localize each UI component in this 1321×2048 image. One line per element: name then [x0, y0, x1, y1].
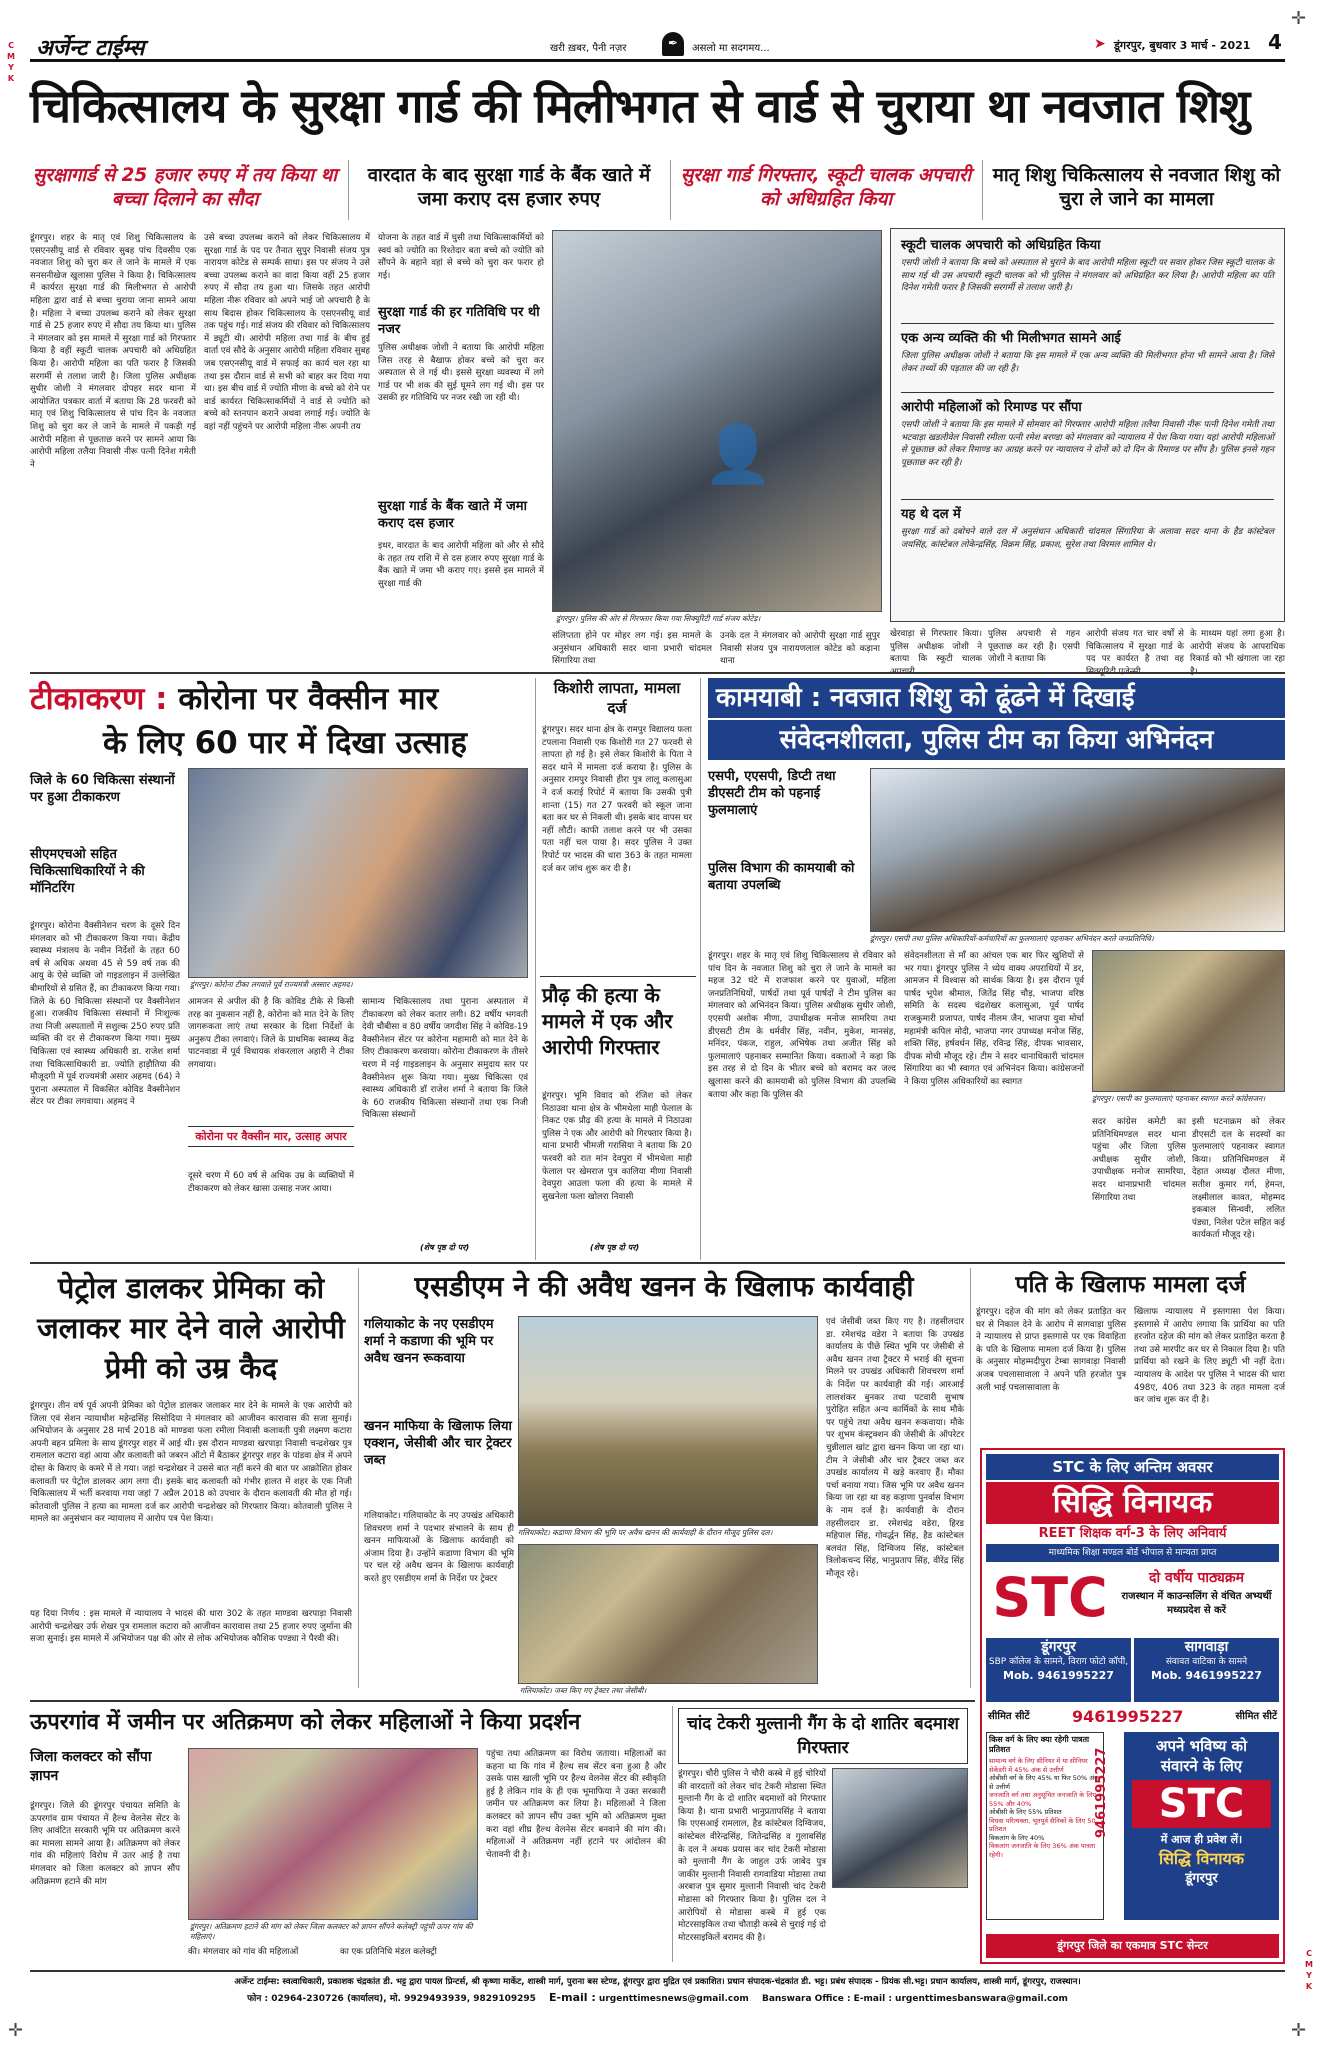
footer-email-label: E-mail :	[549, 1991, 596, 2004]
sdm-headline: एसडीएम ने की अवैध खनन के खिलाफ कार्यवाही	[414, 1270, 914, 1303]
ad-brand-2-city: डूंगरपुर	[1185, 1871, 1218, 1886]
sdm-side-heading-1: गलियाकोट के नए एसडीएम शर्मा ने कडाणा की भूमि पर अवैध खनन रूकवाया	[364, 1317, 494, 1366]
vaccine-headline-line2: के लिए 60 पार में दिखा उत्साह	[103, 725, 467, 761]
registration-mark-icon: ✛	[1291, 8, 1307, 29]
ad-branch-sagwara	[1134, 1638, 1279, 1702]
petrol-headline: पेट्रोल डालकर प्रेमिका को जलाकर मार देने वाले आरोपी प्रेमी को उम्र कैद	[37, 1271, 345, 1385]
lead-column-3-top: योजना के तहत वार्ड में घुसी तथा चिकित्साकर्मियों को स्वयं को ज्योति का रिश्तेदार बता बच्चे को ज्योति को सौंपने के बहाने वहां से बच्चे को चुरा कर फरार हो गई।	[378, 233, 544, 281]
ad-criteria-item: जनजाति वर्ग तथा अनुसूचित जनजाति के लिए 55% और 40%	[989, 1791, 1097, 1808]
footer-phone: फोन : 02964-230726 (कार्यालय), मो. 9929493939, 9829109295	[247, 1994, 536, 2004]
ad-criteria-item: सामान्य वर्ग के लिए सीनियर में या सीनियर सेकेंडरी में 45% अंक से उत्तीर्ण	[989, 1757, 1088, 1774]
sdm-photo-caption-2: गलियाकोट। जब्त किए गए ट्रेक्टर तथा जेसीबी।	[520, 1686, 647, 1695]
newborn-column-3: इसी घटनाक्रम को लेकर डीएसटी दल के सदस्यों का फुलमालाएं पहनाकर स्वागत किया। प्रतिनिधिमण्डल में देहात अध्यक्ष दौलत मीणा, सतीश कुमार गर्ग, हेमन्त, लक्ष्मीलाल कावत, मोहम्मद इकबाल सिन्धवी, ललित पंड्या, निलेश पटेल सहित कई कार्यकर्ता मौजूद रहे।	[1192, 1117, 1285, 1241]
ad-branch2-title: सागवाड़ा	[1184, 1639, 1229, 1655]
sdm-photo-caption-1: गलियाकोट। कडाणा विभाग की भूमि पर अवैध खनन की कार्यवाही के दौरान मौजूद पुलिस दल।	[518, 1528, 773, 1537]
box-heading-3: आरोपी महिलाओं को रिमाण्ड पर सौंपा	[901, 400, 1082, 415]
lead-box-below-2: पुलिस अपचारी से गहन पूछताछ कर रही है। एसपी जोशी ने बताया कि	[988, 629, 1080, 665]
tagline-left: खरी ख़बर, पैनी नज़र	[550, 43, 627, 54]
box-heading-2: एक अन्य व्यक्ति की भी मिलीभगत सामने आई	[901, 331, 1121, 346]
ad-footer: डूंगरपुर जिले का एकमात्र STC सेन्टर	[986, 1934, 1279, 1958]
uprgaon-column-3: पहुंचा तथा अतिक्रमण का विरोध जताया। महिलाओं का कहना था कि गांव में हैल्थ सब सेंटर बना हुआ है और उसके पास खाली भूमि पर हैल्थ वेलनेस सेंटर की स्वीकृति हुई है लेकिन गांव के ही एक भूमाफिया ने उक्त सरकारी जमीन पर अतिक्रमण कर लिया है। महिलाओं ने जिला कलक्टर को ज्ञापन सौंप उक्त भूमि को अतिक्रमण मुक्त करा वहां शीघ्र हैल्थ वेलनेस सेंटर बनवाने की मांग की। महिलाओं ने अतिक्रमण नहीं हटाने पर आंदोलन की चेतावनी दी है।	[486, 1749, 666, 1860]
stc-advertisement	[980, 1448, 1285, 1964]
lead-column-3-heading-1: सुरक्षा गार्ड की हर गतिविधि पर थी नजर	[378, 305, 540, 337]
box-paragraph-4: सुरक्षा गार्ड को दबोचने वाले दल में अनुसंधान अधिकारी चांदमल सिंगारिया के अलावा सदर थाना के हैड कांस्टेबल जयसिंह, कांस्टेबल लोकेन्द्रसिंह, विक्रम सिंह, प्रकाश, सुरेश तथा विरमल शामिल थे।	[901, 527, 1274, 550]
column-divider	[970, 1268, 971, 1688]
sdm-side-heading-2: खनन माफिया के खिलाफ लिया एक्शन, जेसीबी और चार ट्रेक्टर जब्त	[364, 1419, 512, 1468]
ad-criteria-item: विधवा परित्यक्ता, भूतपूर्व सैनिकों के लिए 50 प्रतिशत	[989, 1816, 1096, 1833]
column-divider	[982, 160, 983, 220]
ad-brand: सिद्धि विनायक	[986, 1482, 1279, 1524]
ad-criteria-item: विकलांग के लिए 40%	[989, 1833, 1045, 1842]
uprgaon-column-1: डूंगरपुर। जिले की डूंगरपुर पंचायत समिति के ऊपरगांव ग्राम पंचायत में हैल्थ वेलनेस सेंटर के लिए आवंटित सरकारी भूमि पर अतिक्रमण करने का मामला सामने आया है। अतिक्रमण को लेकर गांव की महिलाएं विरोध में उतर आई है तथा मंगलवार को जिला कलक्टर को ज्ञापन सौंप अतिक्रमण हटाने की मांग	[30, 1801, 180, 1887]
ad-side-phone: 9461995227	[1094, 1747, 1109, 1838]
lead-box-below-4: के माध्यम यहां लगा हुआ है। आरोपी संजय के आपराधिक रिकार्ड को भी खंगाला जा रहा	[1190, 629, 1285, 665]
cmyk-mark-left: C M Y K	[7, 41, 15, 83]
box-paragraph-3: एसपी जोशी ने बताया कि इस मामले में सोमवार को गिरफ्तार आरोपी महिला तलैया निवासी नीरू पत्नी दिनेश गमेती तथा भटवाड़ा खडलीवेल निवासी रमीला पत्नी रमेश बरण्डा को मंगलवार को न्यायालय में पेश किया गया। यहां आरोपी महिलाओं से पूछताछ को लेकर रिमाण्ड का आग्रह करने पर न्यायालय ने दोनों को दो दिन के रिमाण्ड पर सौंप है। पुलिस इनसे गहन पूछताछ कर रही है।	[901, 420, 1274, 468]
ad-board-line: माध्यमिक शिक्षा मण्डल बोर्ड भोपाल से मान्यता प्राप्त	[986, 1544, 1279, 1562]
newborn-side-heading-2: पुलिस विभाग की कामयाबी को बताया उपलब्धि	[708, 861, 855, 893]
sdm-body-left: गलियाकोट। गलियाकोट के नए उपखंड अधिकारी शिवचरण शर्मा ने पदभार संभालने के साथ ही खनन माफियाओं के खिलाफ कार्यवाही को अंजाम दिया है। उन्होंने कडाणा विभाग की भूमि पर चल रहे अवैध खनन के खिलाफ कार्यवाही करते हुए एसडीएम शर्मा के निर्देश पर ट्रेक्टर	[364, 1511, 514, 1584]
ad-future-box	[1124, 1732, 1279, 1920]
ad-branch1-address: SBP कॉलेज के सामने, विराग फोटो कॉपी,	[988, 1657, 1129, 1667]
tagline-right: असलो मा सदगमय...	[692, 43, 770, 54]
ad-limited-number: 9461995227	[1072, 1707, 1184, 1726]
lead-sidebar-box	[890, 228, 1285, 622]
pati-column-1: डूंगरपुर। दहेज की मांग को लेकर प्रताड़ित कर घर से निकाल देने के आरोप में सागवाड़ा पुलिस ने न्यायालय से प्राप्त इस्तगासे पर एक विवाहिता के पति के खिलाफ मामला दर्ज किया है। पुलिस के अनुसार मोहम्मदीपुरा टेम्बा सागवाड़ा निवासी अजब पचलासावाला ने अपने पति हरजोत पुत्र अली भाई पचलासावाला के	[976, 1307, 1126, 1393]
chand-photo-accused	[832, 1768, 968, 1888]
ink-pen-icon: ✒	[662, 32, 684, 56]
uprgaon-column-2b: का एक प्रतिनिधि मंडल कलेक्ट्री	[340, 1947, 437, 1957]
vaccine-side-heading-1: जिले के 60 चिकित्सा संस्थानों पर हुआ टीकाकरण	[30, 773, 175, 805]
ad-stc-big: STC	[992, 1566, 1108, 1629]
box-heading-4: यह थे दल में	[901, 507, 961, 522]
column-divider	[670, 160, 671, 220]
pati-headline: पति के खिलाफ मामला दर्ज	[1015, 1272, 1246, 1298]
petrol-verdict: यह दिया निर्णय : इस मामले में न्यायालय ने भादसं की धारा 302 के तहत माण्डवा खरपाड़ा निवासी आरोपी चन्द्रशेखर उर्फ शेखर पुत्र रामलाल कटारा को आजीवन कारावास तथा 25 हजार रुपए जुर्माना की सजा सुनाई। इस मामले में अभियोजन पक्ष की ओर से लोक अभियोजक कौशिक पण्ड्या ने पैरवी की।	[30, 1609, 352, 1645]
ad-criteria-item: ओबीसी के लिए 55% प्रतिशत	[989, 1808, 1062, 1816]
person-icon: 👤	[703, 422, 773, 487]
newborn-headline-rest: नवजात शिशु को ढूंढने में दिखाई	[830, 683, 1135, 713]
pati-column-2: खिलाफ न्यायालय में इस्तगासा पेश किया। इस्तगासे में आरोप लगाया कि प्रार्थिया का पति हरजोत दहेज की मांग को लेकर प्रताड़ित करता है तथा उसे मारपीट कर घर से निकाल दिया है। पति प्रार्थिया को रखने के लिए ड्यूटी भी नहीं देता। न्यायालय के आदेश पर पुलिस ने भादस की धारा 498ए, 406 तथा 323 के तहत मामला दर्ज कर जांच शुरू कर दी है।	[1134, 1307, 1285, 1406]
column-divider	[348, 160, 349, 220]
uprgaon-headline: ऊपरगांव में जमीन पर अतिक्रमण को लेकर महिलाओं ने किया प्रदर्शन	[30, 1710, 581, 1735]
newborn-column-3-left: सदर कांग्रेस कमेटी का प्रतिनिधिमण्डल सदर थाना पहुंचा और जिला पुलिस अधीक्षक सुधीर जोशी, उपाधीक्षक मनोज सामरिया, सदर थानाप्रभारी चांदमल सिंगारिया तथा	[1092, 1117, 1186, 1203]
chand-headline: चांद टेकरी मुल्तानी गैंग के दो शातिर बदमाश गिरफ्तार	[678, 1708, 968, 1764]
praudh-headline: प्रौढ़ की हत्या के मामले में एक और आरोपी गिरफ्तार	[542, 983, 673, 1059]
ad-branch-dungarpur	[986, 1638, 1131, 1702]
ad-future-line2: संवारने के लिए	[1160, 1757, 1243, 1775]
praudh-body: डूंगरपुर। भूमि विवाद को रंजिश को लेकर निठाउवा थाना क्षेत्र के भीमथेला माही फेलाल के निकट एक प्रौढ़ की हत्या के मामले में निठाउवा पुलिस ने एक और आरोपी को गिरफ्तार किया है। थाना प्रभारी भीमजी गरासिया ने बताया कि 20 फरवरी को रात मांन देवपुरा में भीमथेला माही फेलाल पर खेमराज पुत्र कालिया मीणा निवासी देवपुरा आउला फला की हत्या के मामले में सुखनेला फला खोलरा निवासी	[542, 1091, 692, 1202]
lead-subhead-1: सुरक्षागार्ड से 25 हजार रुपए में तय किया था बच्चा दिलाने का सौदा	[32, 165, 338, 210]
footer-email[interactable]: urgenttimesnews@gmail.com	[598, 1994, 749, 2004]
footer-rule	[30, 1970, 1285, 1972]
newborn-photo-felicitation	[870, 768, 1285, 932]
uprgaon-photo-protest	[188, 1748, 478, 1920]
page-number: 4	[1268, 30, 1282, 54]
lead-subhead-3: सुरक्षा गार्ड गिरफ्तार, स्कूटी चालक अपचारी को अधिग्रहित किया	[680, 165, 972, 210]
ad-brand-2: सिद्धि विनायक	[1158, 1849, 1245, 1868]
petrol-body: डूंगरपुर। तीन वर्ष पूर्व अपनी प्रेमिका को पेट्रोल डालकर जलाकर मार देने के मामले के एक आरोपी को जिला एवं सेशन न्यायाधीश महेन्द्रसिंह सिसोदिया ने मंगलवार को आजीवन कारावास की सजा सुनाई। अभियोजन के अनुसार 28 मार्च 2018 को माण्डवा फला रमीला निवासी कलावती पुत्री लक्ष्मण कटारा अपनी बहन प्रमिला के साथ डूंगरपुर शहर में आई थी। इस दौरान माण्डवा खरपाड़ा निवासी चन्द्रशेखर पुत्र रामलाल कटारा वहां आया और कलावती को जबरन ऑटो में बैठाकर डूंगरपुर शहर के पांडवा क्षेत्र में अपने दोस्त के किराए के कमरे में ले गया। जहां चन्द्रशेखर ने उससे बात नहीं करने की बात पर आक्रोशित होकर कलावती पर पेट्रोल डालकर आग लगा दी। इसके बाद कलावती को गंभीर हालत में शहर के एक निजी चिकित्सालय में भर्ती करवाया गया जहां 7 अप्रैल 2018 को उपचार के दौरान कलावती की मौत हो गई। कोतवाली पुलिस ने हत्या का मामला दर्ज कर आरोपी चन्द्रशेखर को गिरफ्तार किया। कोतवाली पुलिस ने मामले का अनुसंधान कर न्यायालय में आरोप पत्र पेश किया।	[30, 1401, 352, 1525]
vaccine-kicker: टीकाकरण :	[30, 681, 168, 717]
ad-branch1-title: डूंगरपुर	[1041, 1639, 1076, 1655]
newborn-column-1: डूंगरपुर। शहर के मातृ एवं शिशु चिकित्सालय से रविवार को पांच दिन के नवजात शिशु को चुरा ले जाने के मामले का महज 32 घंटे में राजफाश करने पर युवाओं, महिला जनप्रतिनिधियों, पार्षदों तथा पूर्व पार्षदों ने टीम पुलिस का मंगलवार को अभिनंदन किया। पुलिस अधीक्षक सुधीर जोशी, एएसपी अशोक मीणा, उपाधीक्षक मनोज सामरिया तथा डीएसटी टीम के धर्मवीर सिंह, नवीन, मुकेश, मानसंह, मनिंदर, पंकज, राहुल, अभिषेक तथा अजीत सिंह को फुलमालाएं पहनाकर सम्मानित किया। वक्ताओं ने कहा कि इस तरह से दो दिन के भीतर बच्चे को बरामद कर जल्द खुलासा करने की कामयाबी को पुलिस विभाग की उपलब्धि बताया और कहा कि पुलिस की	[708, 951, 896, 1100]
lead-box-below-1: खेरवाड़ा से गिरफ्तार किया। पुलिस अधीक्षक जोशी ने बताया कि स्कूटी चालक	[890, 629, 982, 665]
vaccine-column-3: सामान्य चिकित्सालय तथा पुराना अस्पताल में टीकाकरण को लेकर कतार लगी। 82 वर्षीय भगवती देवी चौबीसा व 80 वर्षीय जगदीश सिंह ने कोविड-19 वैक्सीनेशन सेंटर पर कोरोना महामारी को मात देने के लिए टीकाकरण करवाया। कोरोना टीकाकरण के तीसरे चरण में नई गाइडलाइन के अनुसार समुदाय स्तर पर वैक्सीनेशन शुरू किया गया। मुख्य चिकित्सा एवं स्वास्थ्य अधिकारी डॉ राजेश शर्मा ने बताया कि जिले के 60 राजकीय चिकित्सा संस्थानों तथा एक निजी चिकित्सा संस्थानों	[362, 997, 528, 1121]
vaccine-headline-rest: कोरोना पर वैक्सीन मार	[178, 681, 439, 717]
newborn-photo-caption-1: डूंगरपुर। एसपी तथा पुलिस अधिकारियों-कर्मचारियों का फुलमालाएं पहनाकर अभिनंदन करते जनप्रतिनिधि।	[870, 934, 1154, 943]
vaccine-photo-caption: डूंगरपुर। कोरोना टीका लगवाते पूर्व राज्यमंत्री अस्सार अहमद।	[190, 980, 353, 989]
footer-imprint: अर्जेन्ट टाईम्स: स्वत्वाधिकारी, प्रकाशक चंद्रकांत डी. भट्ट द्वारा पायल प्रिन्टर्स, श्री कृष्णा मार्केट, शास्त्री मार्ग, पुराना बस स्टेण्ड, डूंगरपुर द्वारा मुद्रित एवं प्रकाशित। प्रधान संपादक-चंद्रकांत डी. भट्ट। प्रबंध संपादक - प्रियंक सी.भट्ट। प्रधान कार्यालय, शास्त्री मार्ग, डूंगरपुर, राजस्थान।	[234, 1977, 1081, 1987]
ad-criteria-box	[986, 1732, 1104, 1920]
date-arrow-icon: ➤	[1094, 36, 1106, 52]
cmyk-mark-right: C M Y K	[1305, 1949, 1313, 1991]
chand-body: डूंगरपुर। चौरी पुलिस ने चौरी कस्बे में हुई चोरियों की वारदातों को लेकर चांद टेकरी मोडासा स्थित मुल्तानी गैंग के दो शातिर बदमाशों को गिरफ्तार किया है। थाना प्रभारी भानुप्रतापसिंह ने बताया कि एएसआई रामलाल, हैड कांस्टेबल दिग्विजय, कांस्टेबल वीरेन्द्रसिंह, जितेन्द्रसिंह व गुलाबसिंह के दल ने अथक प्रयास कर चांद टेकरी मोडासा को मुल्तानी गैंग के जाहुल उर्फ जाबेद पुत्र जाकीर मुल्तानी निवासी रागवाडिया मोडासा तथा अरबाज पुत्र सुमार मुल्तानी निवासी चांद टेकरी मोडासा को गिरफ्तार किया है। पुलिस दल ने आरोपियों से मोडासा कस्बे में हुई एक मोटरसाइकिल तथा चौताड़ी कस्बे से चुराई गई दो मोटरसाइकिलें बरामद की है।	[678, 1769, 826, 1943]
column-divider	[535, 678, 536, 1260]
ad-limited-seats-row	[986, 1706, 1279, 1728]
lead-subhead-2: वारदात के बाद सुरक्षा गार्ड के बैंक खाते में जमा कराए दस हजार रुपए	[367, 165, 651, 210]
lead-subhead-4: मातृ शिशु चिकित्सालय से नवजात शिशु को चुरा ले जाने का मामला	[992, 165, 1281, 210]
lead-column-3-bottom: इधर, वारदात के बाद आरोपी महिला को और से सौदे के तहत तय राशि में से दस हजार रुपए सुरक्षा गार्ड के बैंक खाते में जमा भी कराए गए। इससे इस मामले में सुरक्षा गार्ड की	[378, 541, 544, 589]
vaccine-headline-line1	[30, 678, 530, 720]
vaccine-column-2: आमजन से अपील की है कि कोविड टीके से किसी तरह का नुकसान नहीं है, कोरोना को मात देने के लिए जागरूकता लाएं तथा सरकार के दिशा निर्देशों के अनुरूप टीका लगवाएं। जिले के प्राथमिक स्वास्थ्य केंद्र पाटनवाडा में पूर्व विधायक शंकरलाल अहारी ने टीका लगवाया।	[188, 997, 354, 1070]
vaccine-side-heading-2: सीएमएचओ सहित चिकित्साधिकारियों ने की मॉनिटरिंग	[30, 847, 145, 896]
ad-branch2-address: संवावत वाटिका के सामने	[1165, 1657, 1248, 1667]
lead-column-2: उसे बच्चा उपलब्ध कराने को लेकर चिकित्सालय में सुरक्षा गार्ड के पद पर तैनात सुपुर निवासी संजय पुत्र नारायण कोटेड से सम्पर्क साधा। इस पर संजय ने उसे बच्चा उपलब्ध कराने का वादा किया वहीं 25 हजार रुपए में सौदा तय हुआ था। जिसके तहत आरोपी महिला नीरू रविवार को अपने भाई जो अपचारी है के साथ बिदास होकर चिकित्सालय के एसएनसीयू वार्ड तक पहुंच गई। गार्ड संजय की रविवार को चिकित्सालय में ड्यूटी थी। आरोपी महिला तथा गार्ड के बीच हुई वार्ता एवं सौदे के अनुसार आरोपी महिला रविवार सुबह जब एसएनसीयू वार्ड में सफाई का कार्य चल रहा था तथा इस दौरान वार्ड से सभी को बाहर कर दिया गया था। इस बीच वार्ड में ज्योति मीणा के बच्चे को रोने पर वार्ड कार्यरत चिकित्साकर्मियों ने वार्ड से ज्योति को बच्चे को स्तनपान कराने अथवा लगाई गई। ज्योति के वहां नहीं पहुंचने पर आरोपी महिला नीरू अपनी तय	[204, 233, 370, 432]
newborn-headline-line2: संवेदनशीलता, पुलिस टीम का किया अभिनंदन	[708, 720, 1285, 760]
column-divider	[672, 1706, 673, 1962]
sdm-photo-vehicles	[518, 1544, 818, 1684]
ad-criteria-title: किस वर्ग के लिए क्या रहेगी पात्रता प्रतिशत	[989, 1735, 1090, 1754]
lead-headline: चिकित्सालय के सुरक्षा गार्ड की मिलीभगत से वार्ड से चुराया था नवजात शिशु	[30, 79, 1250, 133]
newborn-photo-caption-2: डूंगरपुर। एसपी का फुलमालाएं पहनाकर स्वागत करते कांग्रेसजन।	[1092, 1094, 1266, 1103]
ad-branch1-mobile: Mob. 9461995227	[1003, 1669, 1114, 1682]
uprgaon-photo-caption: डूंगरपुर। अतिक्रमण हटाने की मांग को लेकर जिला कलक्टर को ज्ञापन सौंपने कलेक्ट्री पहुंची ऊपर गांव की महिलाएं।	[190, 1922, 473, 1941]
lead-column-3-mid: पुलिस अधीक्षक जोशी ने बताया कि आरोपी महिला जिस तरह से बैखाफ होकर बच्चे को चुरा कर अस्पताल से ले गई थी। इससे सुरक्षा व्यवस्था में लगे गार्ड पर भी शक की सुई घूमने लग गई थी। इस पर उसकी हर गतिविधि पर नजर रखी जा रही थी।	[378, 343, 544, 404]
lead-photo-caption: डूंगरपुर। पुलिस की ओर से गिरफ्तार किया गया सिक्यूरिटी गार्ड संजय कोटेड़।	[556, 614, 761, 623]
vaccine-continued: (शेष पृष्ठ दो पर)	[420, 1243, 470, 1252]
lead-under-photo-2: उनके दल ने मंगलवार को आरोपी सुरक्षा गार्ड सुपुर निवासी संजय पुत्र नारायणलाल कोटेड को कड़ाना थाना	[720, 631, 880, 667]
paper-name: अर्जेन्ट टाईम्स	[36, 36, 145, 61]
sdm-photo-site	[518, 1316, 818, 1526]
praudh-continued: (शेष पृष्ठ दो पर)	[590, 1243, 640, 1252]
kishori-headline: किशोरी लापता, मामला दर्ज	[553, 679, 681, 717]
ad-reet-line: REET शिक्षक वर्ग-3 के लिए अनिवार्य	[1038, 1526, 1227, 1541]
ad-criteria-item: विकलांग जनजाति के लिए 36% अंक पात्रता रहेगी।	[989, 1842, 1096, 1859]
footer-banswara: Banswara Office : E-mail : urgenttimesbanswara@gmail.com	[761, 1994, 1068, 2004]
section-rule	[540, 976, 696, 977]
newborn-column-2: संवेदनशीलता से माँ का आंचल एक बार फिर खुशियों से भर गया। डूंगरपुर पुलिस ने ध्येय वाक्य अपराधियों में डर, आमजन में विश्वास को सार्थक किया है। इस दौरान पूर्व पार्षद भूपेश श्रीमाल, जितेंद्र सिंह चौड़, भाजपा वरिष्ठ समिति के सदस्य चंद्रशेखर कलासुआ, पूर्व पार्षद राजकुमारी प्रजापत, पार्षद नीलम जैन, भाजपा युवा मोर्चा महामंत्री कपिल मोदी, भाजपा नगर उपाध्यक्ष मनोज सिंह, शक्ति सिंह, हर्षवर्धन सिंह, रविन्द्र सिंह, दीपक भावसार, दीपक मोची मौजूद रहे। टीम ने सदर थानाधिकारी चांदमल सिंगारिया का भी स्वागत एवं अभिनंदन किया। कांग्रेसजनों ने किया पुलिस अधिकारियों का स्वागत	[904, 951, 1084, 1087]
box-paragraph-2: जिला पुलिस अधीक्षक जोशी ने बताया कि इस मामले में एक अन्य व्यक्ति की मिलीभगत होना भी सामने आया है। जिसे लेकर तथ्यों की पड़ताल की जा रही है।	[901, 351, 1274, 374]
lead-box-below-3: आरोपी संजय गत चार वर्षों से चिकित्सालय में सुरक्षा गार्ड के पद पर कार्यरत है तथा वह	[1086, 629, 1184, 665]
vaccine-column-2b: दूसरे चरण में 60 वर्ष से अधिक उम्र के व्यक्तियों में टीकाकरण को लेकर खासा उत्साह नजर आया।	[188, 1171, 354, 1194]
box-heading-1: स्कूटी चालक अपचारी को अधिग्रहित किया	[901, 238, 1101, 253]
newborn-kicker: कामयाबी :	[716, 683, 822, 713]
lead-under-photo-1: संलिप्तता होने पर मोहर लग गई। इस मामले के अनुसंधान अधिकारी सदर थाना प्रभारी चांदमल सिंगारिया तथा	[552, 631, 712, 667]
ad-two-year: दो वर्षीय पाठ्यक्रम	[1149, 1570, 1244, 1586]
ad-top-banner: STC के लिए अन्तिम अवसर	[986, 1454, 1279, 1480]
newborn-photo-congress	[1092, 950, 1285, 1092]
vaccine-column-1: डूंगरपुर। कोरोना वैक्सीनेशन चरण के दूसरे दिन मंगलवार को भी टीकाकरण किया गया। केंद्रीय स्वास्थ्य मंत्रालय के नवीन निर्देशों के तहत 60 वर्ष से अधिक अथवा 45 से 59 वर्ष तक की आयु के ऐसे व्यक्ति जो गाइडलाइन में उल्लेखित बीमारियों से ग्रसित हैं, का टीकाकरण किया गया। जिले के 60 चिकित्सा संस्थानों पर वैक्सीनेशन हुआ। राजकीय चिकित्सा संस्थानों में निःशुल्क तथा निजी अस्पतालों में सशुल्क 250 रुपए प्रति व्यक्ति की दर से टीकाकरण किया गया। मुख्य चिकित्सा एवं स्वास्थ्य अधिकारी डा. राजेश शर्मा तथा चिकित्साधिकारी डा. ज्योति हाड़ौतिया की मौजूदगी में पूर्व राज्यमंत्री असार अहमद (64) ने पुराना अस्पताल में विकसित कोविड वैक्सीनेशन सेंटर पर टीका लगवाया। अहमद ने	[30, 921, 180, 1108]
ad-limited-right: सीमित सीटें	[1235, 1711, 1277, 1722]
box-paragraph-1: एसपी जोशी ने बताया कि बच्चे को अस्पताल से चुराने के बाद आरोपी महिला स्कूटी पर सवार होकर जिस स्कूटी चालक के साथ गई थी उस अपचारी स्कूटी चालक को भी पुलिस ने मंगलवार को अधिग्रहित कर लिया है। आरोपी महिला का पति दिनेश गमेती फरार है जिसकी सरगर्मी से तलाश जारी है।	[901, 258, 1274, 294]
registration-mark-icon: ✛	[8, 2020, 24, 2041]
ad-rajasthan-line: राजस्थान में काउन्सलिंग से वंचित अभ्यर्थी मध्यप्रदेश से करें	[1121, 1591, 1272, 1616]
column-divider	[358, 1268, 359, 1688]
sdm-body-right: एवं जेसीबी जब्त किए गए है। तहसीलदार डा. रमेशचंद्र वडेरा ने बताया कि उपखंड कार्यालय के पीछे स्थित भूमि पर जेसीबी से अवैध खनन तथा ट्रैक्टर में भराई की सूचना मिलने पर उपखंड अधिकारी शिवचरण शर्मा के निर्देश पर कार्यवाही की गई। आरआई लालशंकर बुनकर तथा पटवारी सुभाष पुरोहित सहित अन्य कार्मिकों के साथ मौके पर पहुंचे तथा अवैध खनन रूकवाया। मौके पर शुभम कंस्ट्रक्शन की जेसीबी के ऑपरेटर चुन्नीलाल खांट द्वारा खनन किया जा रहा था। टीम ने जेसीबी और चार ट्रैक्टर जब्त कर उपखंड कार्यालय में खड़े करवाए हैं। मौका पर्चा बनाया गया। जिस भूमि पर अवैध खनन किया जा रहा था वह कड़ाणा पुनर्वास विभाग के नाम दर्ज है। कार्यवाही के दौरान तहसीलदार डा. रमेशचंद्र वडेरा, हिरड महिपाल सिंह, गोवर्द्धन सिंह, हैड कांस्टेबल बलवंत सिंह, दिग्विजय सिंह, कांस्टेबल त्रिलोकचन्द सिंह, भानुप्रताप सिंह, वीरेंद्र सिंह मौजूद रहे।	[826, 1317, 964, 1579]
masthead	[30, 30, 1285, 62]
ad-future-line1: अपने भविष्य को	[1156, 1737, 1247, 1755]
vaccine-inset-title: कोरोना पर वैक्सीन मार, उत्साह अपार	[188, 1126, 354, 1147]
ad-branch2-mobile: Mob. 9461995227	[1151, 1669, 1262, 1682]
lead-column-3-heading-2: सुरक्षा गार्ड के बैंक खाते में जमा कराए दस हजार	[378, 499, 527, 531]
ad-criteria-item: ओबीसी वर्ग के लिए 45% या फिर 50% अंक से उत्तीर्ण	[989, 1774, 1100, 1791]
uprgaon-side-heading: जिला कलक्टर को सौंपा ज्ञापन	[30, 1749, 152, 1784]
section-rule	[30, 1262, 1285, 1264]
footer-contact-row	[30, 1992, 1285, 2005]
lead-column-1: डूंगरपुर। शहर के मातृ एवं शिशु चिकित्सालय के एसएनसीयू वार्ड से रविवार सुबह पांच दिवसीय एक नवजात शिशु को चुरा कर ले जाने के मामले में एक सनसनीखेज खुलासा पुलिस ने किया है। चिकित्सालय में कार्यरत सुरक्षा गार्ड की मिलीभगत से आरोपी महिला द्वारा वार्ड से बच्चा चुराया जाना सामने आया है। महिला ने बच्चा उपलब्ध कराने को लेकर सुरक्षा गार्ड से 25 हजार रुपए में सौदा तय किया था। पुलिस ने मंगलवार को इस मामले में सुरक्षा गार्ड को गिरफ्तार किया है वहीं स्कूटी चालक अपचारी को अधिग्रहित किया है। आरोपी महिला का पति फरार है जिसकी सरगर्मी से तलाश जारी है। जिला पुलिस अधीक्षक सुधीर जोशी ने मंगलवार दोपहर सदर थाना में आयोजित पत्रकार वार्ता में बताया कि 28 फरवरी को मातृ एवं शिशु चिकित्सालय से पांच दिन के नवजात शिशु को चुरा कर ले जाने के मामले में पकड़ी गई आरोपी महिला से पूछताछ करने पर सामने आया कि आरोपी महिला तलैया निवासी नीरू पत्नी दिनेश गमेती ने	[30, 233, 196, 470]
uprgaon-column-2: की। मंगलवार को गांव की महिलाओं	[188, 1947, 299, 1957]
kishori-body: डूंगरपुर। सदर थाना क्षेत्र के रामपुर विद्यालय फला टपलाना निवासी एक किशोरी गत 27 फरवरी से लापता हो गई है। इसे लेकर किशोरी के पिता ने सदर थाने में मामला दर्ज कराया है। पुलिस के अनुसार रामपुर निवासी हीरा पुत्र लालू कलासुआ ने दर्ज कराई रिपोर्ट में बताया कि उसकी पुत्री शान्ता (15) गत 27 फरवरी को स्कूल जाना बता कर घर से निकली थी। इसके बाद वापस घर नहीं लौटी। काफी तलाश करने पर भी उसका पता नहीं चल पाया है। सदर पुलिस ने उक्त रिपोर्ट पर भादस की धारा 363 के तहत मामला दर्ज कर जांच शुरू कर दी है।	[542, 725, 692, 874]
section-rule	[30, 672, 1285, 674]
vaccine-photo	[188, 768, 528, 978]
registration-mark-icon: ✛	[1291, 2020, 1307, 2041]
newborn-side-heading-1: एसपी, एएसपी, डिप्टी तथा डीएसटी टीम को पहनाई फुलमालाएं	[708, 769, 836, 818]
ad-limited-left: सीमित सीटें	[988, 1711, 1030, 1722]
dateline: डूंगरपुर, बुधवार 3 मार्च - 2021	[1114, 39, 1251, 52]
lead-photo-police-guard	[552, 230, 882, 612]
newborn-headline-line1	[708, 678, 1285, 718]
ad-admission: में आज ही प्रवेश लें।	[1160, 1833, 1243, 1846]
ad-stc-2: STC	[1132, 1780, 1271, 1828]
section-rule	[30, 1700, 975, 1702]
column-divider	[700, 678, 701, 1260]
